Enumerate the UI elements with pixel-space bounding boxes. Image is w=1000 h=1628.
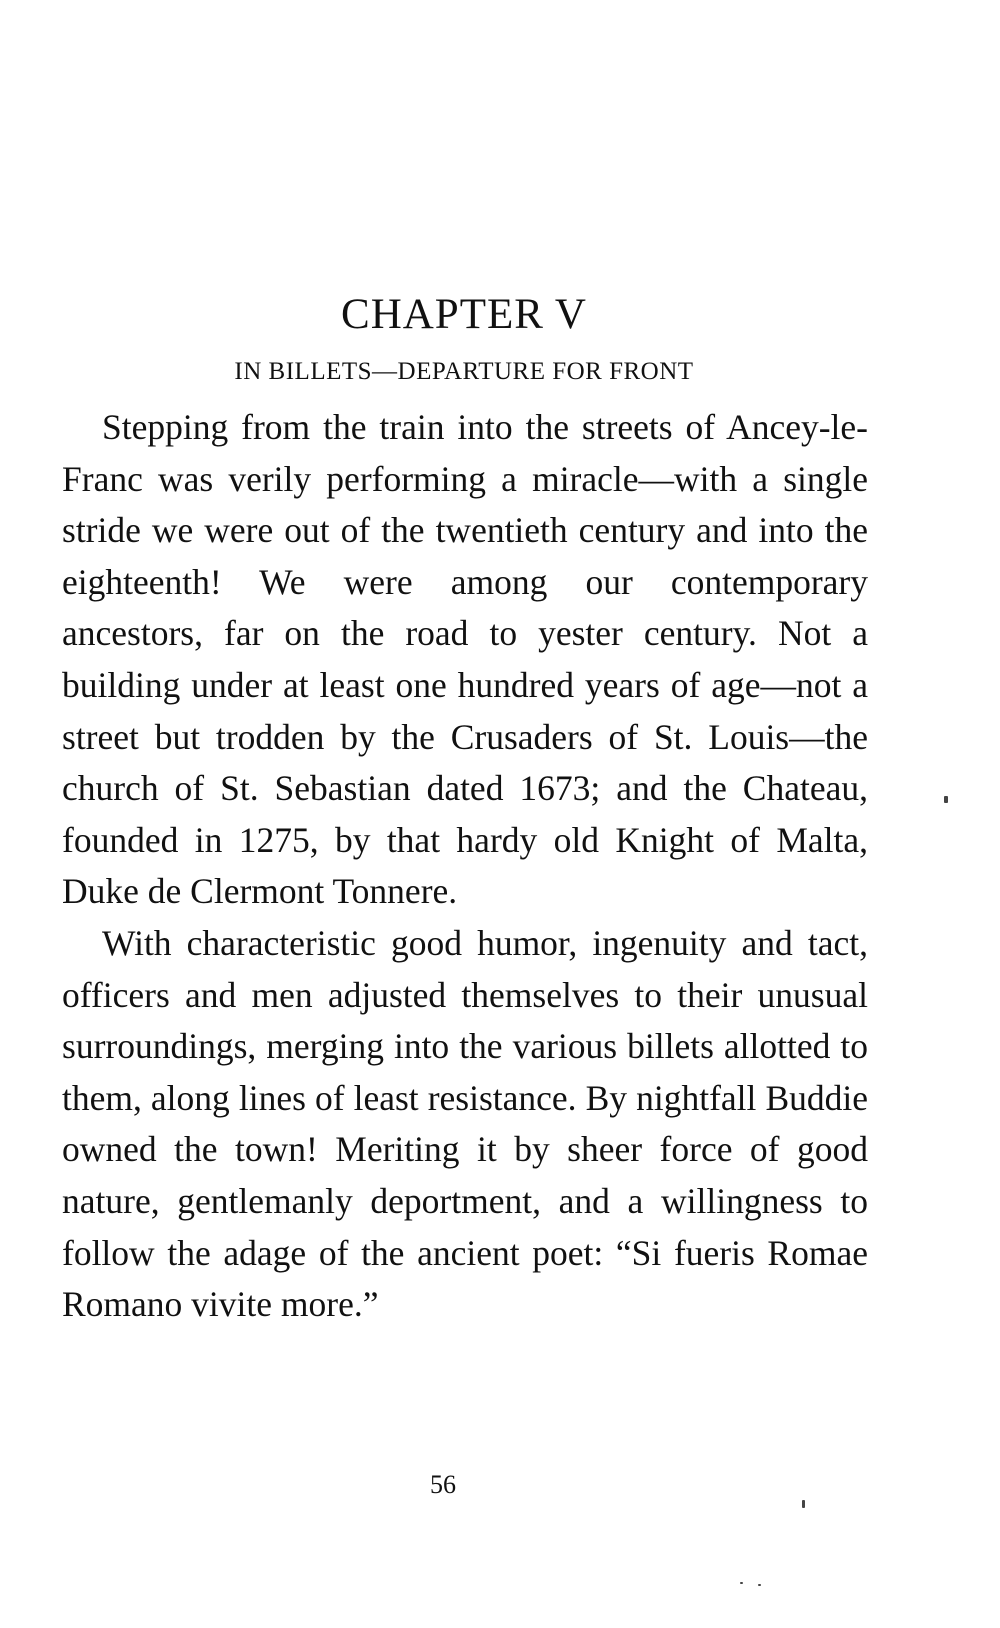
page-number: 56 (430, 1470, 456, 1499)
chapter-body (62, 402, 868, 1331)
paragraph-1: Stepping from the train into the streets of Ancey-le-Franc was verily performing a miracle—with a single stride we were out of the twentieth century and into the eighteenth! We were among our contemporary ancestors, far on the road to yester century. Not a building under at least one hundred years of age—not a street but trodden by the Crusaders of St. Louis—the church of St. Sebastian dated 1673; and the Chateau, founded in 1275, by that hardy old Knight of Malta, Duke de Clermont Tonnere. (62, 407, 868, 912)
scan-speck (758, 1584, 761, 1586)
paragraph-2: With characteristic good humor, ingenuity and tact, officers and men adjusted themselves to their unusual surroundings, merging into the various billets allotted to them, along lines of least resistance. By nightfall Buddie owned the town! Meriting it by sheer force of good nature, gentlemanly deportment, and a willingness to follow the adage of the ancient poet: “Si fueris Romae Romano vivite more.” (62, 922, 868, 1325)
chapter-subtitle: IN BILLETS—DEPARTURE FOR FRONT (234, 358, 694, 385)
scan-speck (740, 1582, 743, 1584)
scan-speck (802, 1500, 805, 1508)
chapter-title: CHAPTER V (341, 291, 587, 338)
scan-speck (944, 796, 948, 803)
